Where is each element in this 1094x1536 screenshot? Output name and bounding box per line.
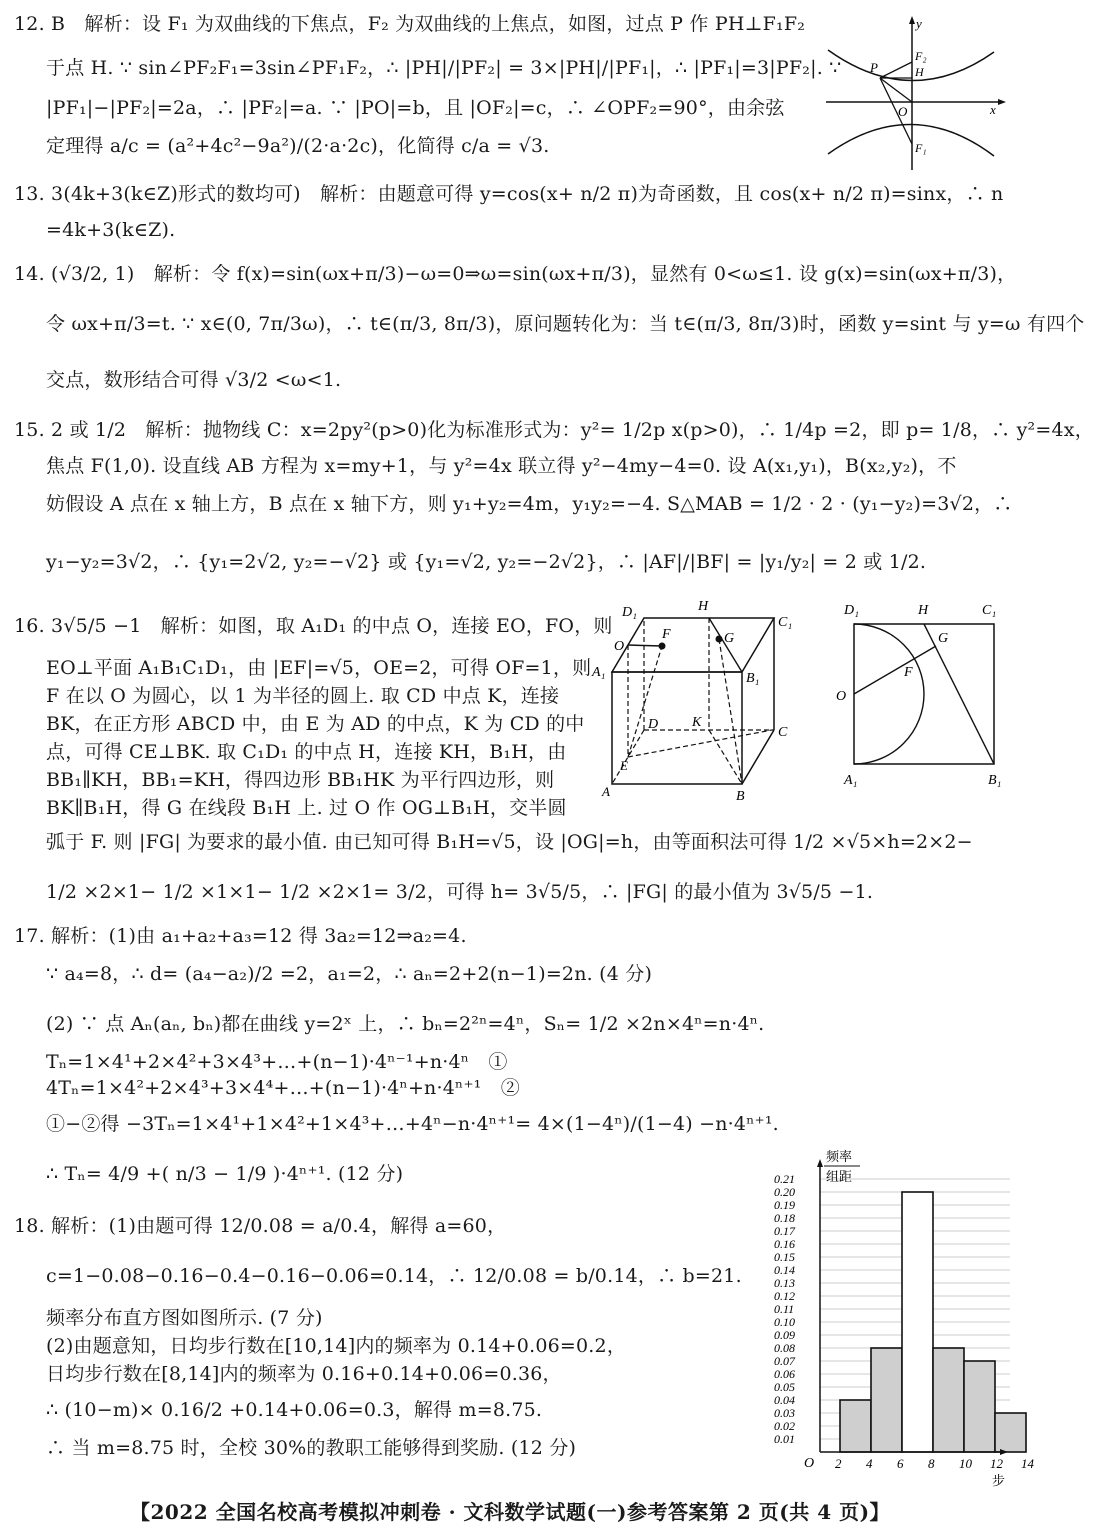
label-O: O — [898, 104, 908, 119]
q16-line-3: F 在以 O 为圆心，以 1 为半径的圆上. 取 CD 中点 K，连接 — [46, 685, 560, 707]
hist-ytick: 0.14 — [774, 1263, 795, 1277]
cube-label-B: B — [736, 789, 745, 804]
q18-line-7: ∴ 当 m=8.75 时，全校 30%的教职工能够得到奖励. (12 分) — [46, 1437, 577, 1459]
hist-ytick: 0.15 — [774, 1250, 795, 1264]
cube-label-B1: B₁ — [746, 671, 760, 686]
q15-line-1: 15. 2 或 1/2 解析：抛物线 C：x=2py²(p>0)化为标准形式为：y²= 1/2p x(p>0)，∴ 1/4p =2，即 p= 1/8，∴ y²=4x， — [14, 419, 1094, 441]
q14-line-1: 14. (√3/2, 1) 解析：令 f(x)=sin(ωx+π/3)−ω=0⇒ω=sin(ωx+π/3)，显然有 0<ω≤1. 设 g(x)=sin(ωx+π/3)， — [14, 263, 1017, 285]
hist-ytick: 0.08 — [774, 1341, 795, 1355]
cube-label-O: O — [614, 639, 625, 654]
q15-line-2: 焦点 F(1,0). 设直线 AB 方程为 x=my+1，与 y²=4x 联立得 y²−4my−4=0. 设 A(x₁,y₁)，B(x₂,y₂)，不 — [46, 455, 957, 477]
q16-line-2: EO⊥平面 A₁B₁C₁D₁，由 |EF|=√5，OE=2，可得 OF=1，则 — [46, 657, 592, 679]
hist-ytick: 0.06 — [774, 1367, 795, 1381]
hist-origin: O — [804, 1456, 815, 1471]
q16-line-8: 弧于 F. 则 |FG| 为要求的最小值. 由已知可得 B₁H=√5，设 |OG|=h，由等面积法可得 1/2 ×√5×h=2×2− — [46, 831, 973, 853]
q18-line-5: 日均步行数在[8,14]内的频率为 0.16+0.14+0.06=0.36， — [46, 1363, 562, 1385]
hist-xlabel: 步 — [992, 1473, 1006, 1488]
hist-ytick: 0.20 — [774, 1185, 795, 1199]
hist-xtick: 2 — [835, 1456, 842, 1471]
q12-line-3: |PF₁|−|PF₂|=2a，∴ |PF₂|=a. ∵ |PO|=b，且 |OF₂|=c，∴ ∠OPF₂=90°，由余弦 — [46, 97, 785, 119]
cube-label-G: G — [724, 631, 735, 646]
q16-line-6: BB₁∥KH，BB₁=KH，得四边形 BB₁HK 为平行四边形，则 — [46, 769, 555, 791]
hist-ytick: 0.19 — [774, 1198, 795, 1212]
hist-bar — [902, 1192, 933, 1452]
cube-label-E: E — [620, 758, 628, 773]
hist-ytick: 0.12 — [774, 1289, 795, 1303]
cube-label-C1: C₁ — [778, 615, 793, 630]
q12-line-2: 于点 H. ∵ sin∠PF₂F₁=3sin∠PF₁F₂，∴ |PH|/|PF₂| = 3×|PH|/|PF₁|，∴ |PF₁|=3|PF₂|. ∵ — [46, 57, 842, 79]
hist-xtick: 10 — [959, 1456, 972, 1471]
hist-ytick: 0.04 — [774, 1393, 795, 1407]
hist-xtick: 12 — [990, 1456, 1003, 1471]
square-label-H: H — [918, 603, 929, 618]
q16-line-5: 点，可得 CE⊥BK. 取 C₁D₁ 的中点 H，连接 KH，B₁H，由 — [46, 741, 567, 763]
hist-xtick: 6 — [897, 1456, 904, 1471]
square-label-A1: A₁ — [844, 773, 858, 788]
hist-bar — [995, 1413, 1026, 1452]
cube-label-F: F — [662, 627, 671, 642]
square-label-D1: D₁ — [844, 603, 859, 618]
q15-line-3: 妨假设 A 点在 x 轴上方，B 点在 x 轴下方，则 y₁+y₂=4m，y₁y₂=−4. S△MAB = 1/2 · 2 · (y₁−y₂)=3√2，∴ — [46, 493, 1013, 515]
q12-line-1: 12. B 解析：设 F₁ 为双曲线的下焦点，F₂ 为双曲线的上焦点，如图，过点 P 作 PH⊥F₁F₂ — [14, 13, 806, 35]
label-F1: F₁ — [915, 141, 927, 155]
hist-ytick: 0.18 — [774, 1211, 795, 1225]
q17-line-6: ①−②得 −3Tₙ=1×4¹+1×4²+1×4³+…+4ⁿ−n·4ⁿ⁺¹= 4×(1−4ⁿ)/(1−4) −n·4ⁿ⁺¹. — [46, 1113, 779, 1135]
square-label-O: O — [836, 689, 847, 704]
hist-ytick: 0.05 — [774, 1380, 795, 1394]
q13-line-2: =4k+3(k∈Z). — [46, 219, 176, 241]
q17-line-1: 17. 解析：(1)由 a₁+a₂+a₃=12 得 3a₂=12⇒a₂=4. — [14, 925, 467, 947]
q16-line-4: BK，在正方形 ABCD 中，由 E 为 AD 的中点，K 为 CD 的中 — [46, 713, 585, 735]
label-F2: F₂ — [915, 49, 927, 63]
label-y: y — [916, 16, 922, 31]
hist-ytick: 0.16 — [774, 1237, 795, 1251]
q17-line-3: (2) ∵ 点 Aₙ(aₙ, bₙ)都在曲线 y=2ˣ 上，∴ bₙ=2²ⁿ=4ⁿ，Sₙ= 1/2 ×2n×4ⁿ=n·4ⁿ. — [46, 1013, 765, 1035]
hyperbola-figure — [822, 10, 1012, 165]
hist-ytick: 0.03 — [774, 1406, 795, 1420]
q18-line-4: (2)由题意知，日均步行数在[10,14]内的频率为 0.14+0.06=0.2， — [46, 1335, 627, 1357]
hist-ytick: 0.10 — [774, 1315, 795, 1329]
q14-line-2: 令 ωx+π/3=t. ∵ x∈(0, 7π/3ω)，∴ t∈(π/3, 8π/3)，原问题转化为：当 t∈(π/3, 8π/3)时，函数 y=sint 与 y=ω 有四个 — [46, 313, 1085, 335]
hist-ytick: 0.07 — [774, 1354, 795, 1368]
hist-xtick: 14 — [1021, 1456, 1034, 1471]
cube-figure — [592, 598, 802, 808]
hist-ytick: 0.21 — [774, 1172, 795, 1186]
cube-label-C: C — [778, 725, 788, 740]
frequency-histogram — [770, 1145, 1034, 1488]
page-footer: 【2022 全国名校高考模拟冲刺卷 · 文科数学试题(一)参考答案第 2 页(共 4 页)】 — [130, 1500, 891, 1524]
hist-ytick: 0.17 — [774, 1224, 795, 1238]
q12-line-4: 定理得 a/c = (a²+4c²−9a²)/(2·a·2c)，化简得 c/a = √3. — [46, 135, 550, 157]
hist-ytick: 0.09 — [774, 1328, 795, 1342]
q17-line-2: ∵ a₄=8，∴ d= (a₄−a₂)/2 =2，a₁=2，∴ aₙ=2+2(n−1)=2n. (4 分) — [46, 963, 653, 985]
q17-line-7: ∴ Tₙ= 4/9 +( n/3 − 1/9 )·4ⁿ⁺¹. (12 分) — [46, 1163, 404, 1185]
square-label-F: F — [904, 665, 913, 680]
q16-line-9: 1/2 ×2×1− 1/2 ×1×1− 1/2 ×2×1= 3/2，可得 h= 3√5/5，∴ |FG| 的最小值为 3√5/5 −1. — [46, 881, 874, 903]
cube-label-K: K — [692, 715, 702, 730]
hist-ytick: 0.01 — [774, 1432, 795, 1446]
q15-line-4: y₁−y₂=3√2，∴ {y₁=2√2, y₂=−√2} 或 {y₁=√2, y₂=−2√2}，∴ |AF|/|BF| = |y₁/y₂| = 2 或 1/2. — [46, 551, 927, 573]
hist-ytick: 0.02 — [774, 1419, 795, 1433]
q17-line-4: Tₙ=1×4¹+2×4²+3×4³+…+(n−1)·4ⁿ⁻¹+n·4ⁿ ① — [46, 1051, 508, 1073]
hist-bar — [964, 1361, 995, 1452]
hist-ylabel-top: 频率 — [826, 1149, 853, 1164]
hist-bar — [933, 1348, 964, 1452]
hist-ytick: 0.13 — [774, 1276, 795, 1290]
hist-ylabel-bottom: 组距 — [826, 1169, 853, 1184]
cube-label-A: A — [602, 784, 610, 799]
q18-line-2: c=1−0.08−0.16−0.4−0.16−0.06=0.14，∴ 12/0.08 = b/0.14，∴ b=21. — [46, 1265, 742, 1287]
label-P: P — [870, 60, 878, 75]
hist-bar — [840, 1400, 871, 1452]
cube-label-D: D — [648, 717, 659, 732]
hist-xtick: 4 — [866, 1456, 873, 1471]
q13-line-1: 13. 3(4k+3(k∈Z)形式的数均可) 解析：由题意可得 y=cos(x+ n/2 π)为奇函数，且 cos(x+ n/2 π)=sinx，∴ n — [14, 183, 1004, 205]
q18-line-6: ∴ (10−m)× 0.16/2 +0.14+0.06=0.3，解得 m=8.75. — [46, 1399, 543, 1421]
cube-label-D1: D₁ — [622, 605, 637, 620]
cube-label-A1: A₁ — [592, 665, 606, 680]
q16-line-1: 16. 3√5/5 −1 解析：如图，取 A₁D₁ 的中点 O，连接 EO，FO，则 — [14, 615, 613, 637]
square-label-B1: B₁ — [988, 773, 1002, 788]
q18-line-3: 频率分布直方图如图所示. (7 分) — [46, 1307, 323, 1329]
q16-line-7: BK∥B₁H，得 G 在线段 B₁H 上. 过 O 作 OG⊥B₁H，交半圆 — [46, 797, 567, 819]
hist-xtick: 8 — [928, 1456, 935, 1471]
q14-line-3: 交点，数形结合可得 √3/2 <ω<1. — [46, 369, 342, 391]
q18-line-1: 18. 解析：(1)由题可得 12/0.08 = a/0.4，解得 a=60， — [14, 1215, 507, 1237]
square-figure — [832, 598, 1012, 808]
cube-label-H: H — [698, 599, 709, 614]
square-label-C1: C₁ — [982, 603, 997, 618]
q17-line-5: 4Tₙ=1×4²+2×4³+3×4⁴+…+(n−1)·4ⁿ+n·4ⁿ⁺¹ ② — [46, 1077, 520, 1099]
label-H: H — [915, 65, 924, 79]
hist-bar — [871, 1348, 902, 1452]
label-x: x — [990, 102, 996, 117]
square-label-G: G — [938, 631, 949, 646]
hist-ytick: 0.11 — [774, 1302, 795, 1316]
